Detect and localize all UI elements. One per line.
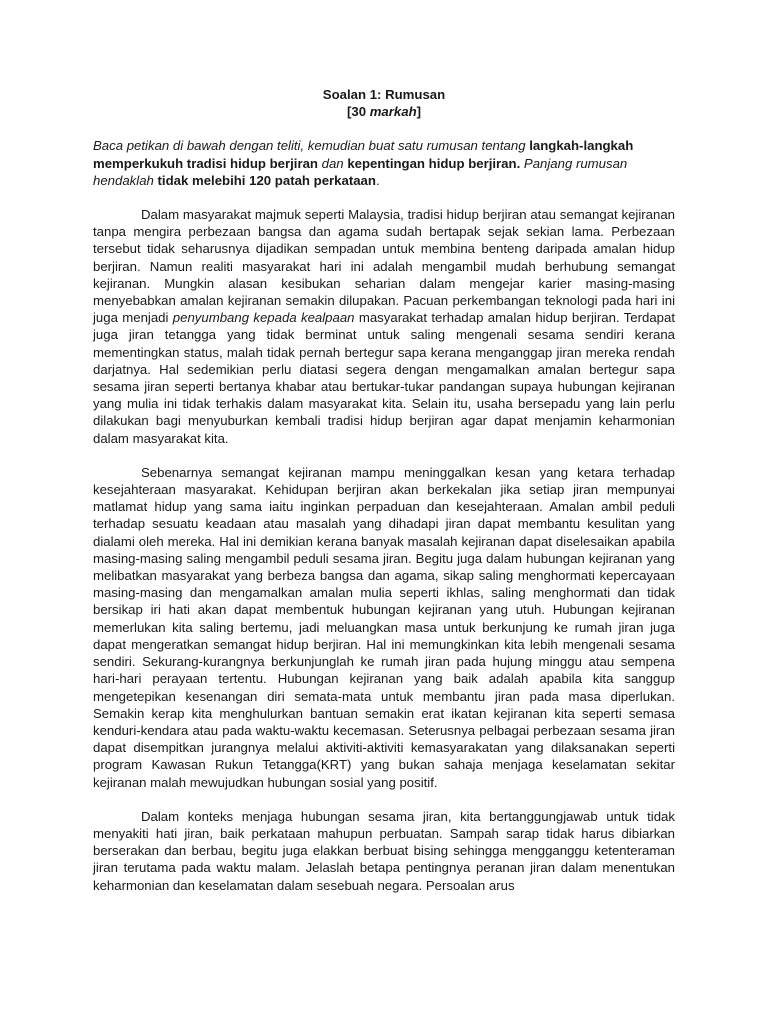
paragraph-1-text-c: masyarakat terhadap amalan hidup berjiran. Terdapat juga jiran tetangga yang tidak berminat untuk saling mengenali sesama sendiri kerana mementingkan status, malah tidak pernah bertegur sapa kerana menganggap jiran mereka rendah darjatnya. Hal sedemikian perlu diatasi segera dengan mengamalkan amalan bertegur sapa sesama jiran seperti bertanya khabar atau bertukar-tukar pandangan supaya hubungan kejiranan yang mulia ini tidak terhakis dalam masyarakat kita. Selain itu, usaha bersepadu yang lain perlu dilakukan bagi menyuburkan kembali tradisi hidup berjiran agar dapat menjamin keharmonian dalam masyarakat kita.: [93, 310, 675, 446]
passage-paragraph-2: Sebenarnya semangat kejiranan mampu meninggalkan kesan yang ketara terhadap kesejahteraan masyarakat. Kehidupan berjiran akan berkekalan jika setiap jiran mempunyai matlamat hidup yang sama iaitu inginkan perpaduan dan kesejahteraan. Amalan ambil peduli terhadap sesuatu keadaan atau masalah yang dihadapi jiran dapat membantu kesulitan yang dialami oleh mereka. Hal ini demikian kerana banyak masalah kejiranan dapat diselesaikan apabila masing-masing saling mengambil peduli sesama jiran. Begitu juga dalam hubungan kejiranan yang melibatkan masyarakat yang berbeza bangsa dan agama, sikap saling menghormati kepercayaan masing-masing dan mengamalkan amalan mulia seperti ikhlas, saling menghormati dan tidak bersikap iri hati akan dapat membentuk hubungan kejiranan yang utuh. Hubungan kejiranan memerlukan kita saling bertemu, jadi meluangkan masa untuk berkunjung ke rumah jiran juga dapat mengeratkan semangat hidup berjiran. Hal ini memungkinkan kita lebih mengenali sesama sendiri. Sekurang-kurangnya berkunjunglah ke rumah jiran pada hujung minggu atau sempena hari-hari perayaan tertentu. Hubungan kejiranan yang baik adalah apabila kita sanggup mengetepikan kesenangan diri semata-mata untuk membantu jiran pada masa diperlukan. Semakin kerap kita menghulurkan bantuan semakin erat ikatan kejiranan kita seperti semasa kenduri-kendara atau pada waktu-waktu kecemasan. Seterusnya pelbagai perbezaan sesama jiran dapat disempitkan jurangnya melalui aktiviti-aktiviti kemasyarakatan yang dilaksanakan seperti program Kawasan Rukun Tetangga(KRT) yang bukan sahaja menjaga keselamatan sekitar kejiranan malah mewujudkan hubungan sosial yang positif.: [93, 464, 675, 790]
instruction-topic-2: kepentingan hidup berjiran.: [347, 155, 521, 171]
passage-paragraph-3: Dalam konteks menjaga hubungan sesama jiran, kita bertanggungjawab untuk tidak menyakiti hati jiran, baik perkataan mahupun perbuatan. Sampah sarap tidak harus dibiarkan berserakan dan berbau, begitu juga elakkan berbuat bising sehingga mengganggu ketenteraman jiran terutama pada waktu malam. Jelaslah betapa pentingnya peranan jiran dalam menentukan keharmonian dan keselamatan dalam sesebuah negara. Persoalan arus: [93, 808, 675, 893]
paragraph-1-text-a: Dalam masyarakat majmuk seperti Malaysia, tradisi hidup berjiran atau semangat kejiranan tanpa mengira perbezaan bangsa dan agama sudah bertapak sejak sekian lama. Perbezaan tersebut tidak seharusnya dijadikan sempadan untuk membina benteng daripada amalan hidup berjiran. Namun realiti masyarakat hari ini adalah mengambil mudah berhubung semangat kejiranan. Mungkin alasan kesibukan seharian dalam mengejar karier masing-masing menyebabkan amalan kejiranan semakin dilupakan. Pacuan perkembangan teknologi pada hari ini juga menjadi: [93, 207, 675, 326]
instruction-topic-1: langkah-langkah memperkukuh tradisi hidup berjiran: [93, 138, 634, 171]
instruction-word-limit: tidak melebihi 120 patah perkataan: [157, 172, 376, 188]
instruction-part-1: Baca petikan di bawah dengan teliti, kemudian buat satu rumusan tentang: [93, 138, 530, 154]
marks-word: markah: [369, 104, 417, 120]
marks-label: [93, 103, 675, 120]
instruction-part-3: dan: [317, 155, 348, 171]
marks-close: ]: [416, 104, 422, 120]
question-title: Soalan 1: Rumusan: [322, 87, 446, 102]
passage-paragraph-1: [93, 206, 675, 447]
instruction-end: .: [375, 172, 380, 188]
document-page: [93, 86, 675, 894]
paragraph-1-italic-phrase: penyumbang kepada kealpaan: [172, 310, 355, 326]
marks-open: [30: [346, 104, 370, 120]
instruction-part-5: Panjang rumusan hendaklah: [93, 155, 628, 188]
instruction-text: [93, 137, 675, 189]
